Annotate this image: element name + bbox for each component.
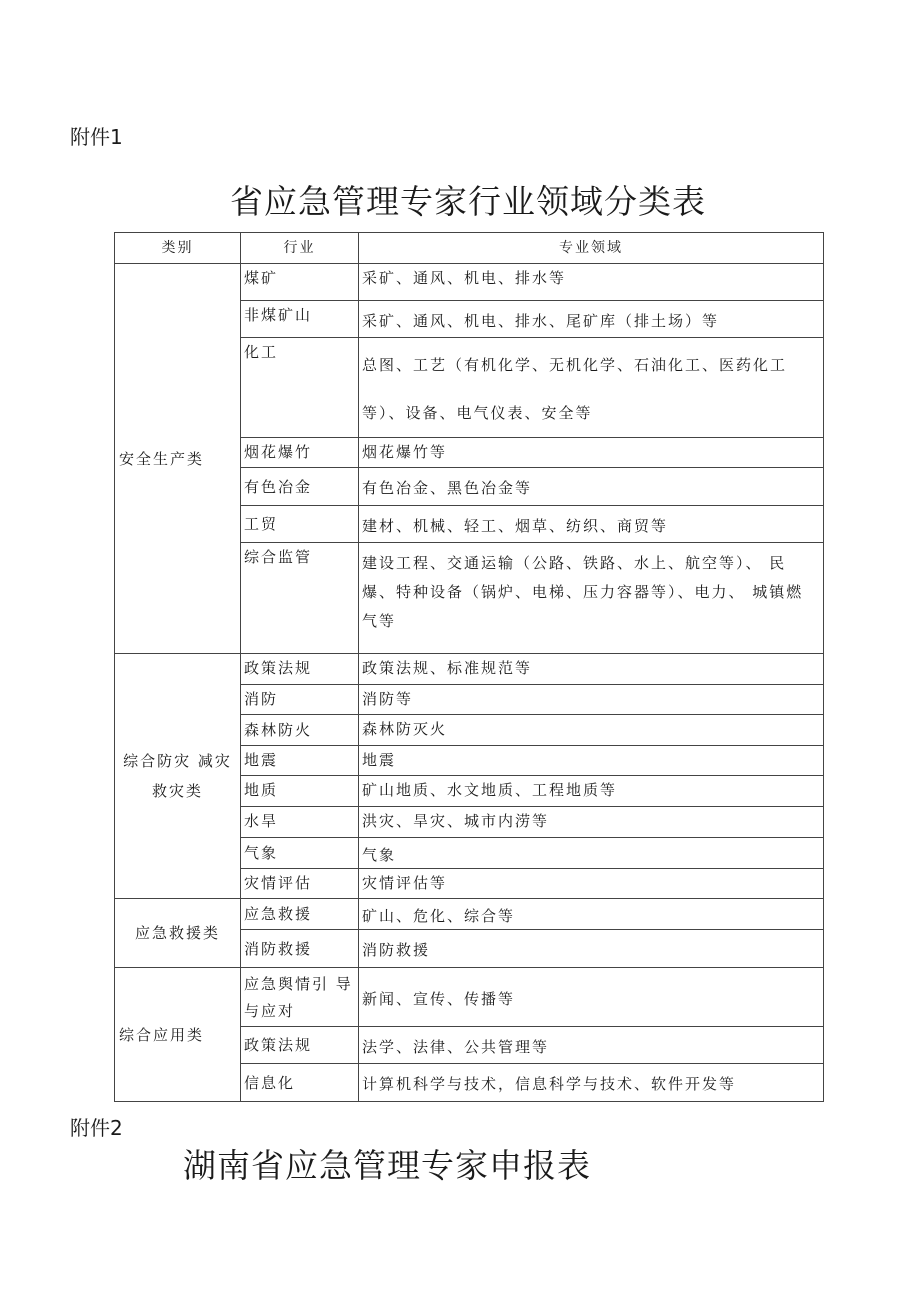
field-cell: 消防等 — [359, 685, 824, 715]
industry-cell: 水旱 — [241, 807, 359, 838]
application-form-title: 湖南省应急管理专家申报表 — [183, 1146, 591, 1185]
table-header-row — [115, 233, 824, 264]
field-cell: 法学、法律、公共管理等 — [359, 1027, 824, 1064]
industry-cell: 非煤矿山 — [241, 301, 359, 338]
table-row — [115, 654, 824, 685]
field-cell: 烟花爆竹等 — [359, 438, 824, 468]
classification-table-title: 省应急管理专家行业领域分类表 — [230, 182, 706, 221]
industry-cell: 工贸 — [241, 506, 359, 543]
industry-cell: 地震 — [241, 746, 359, 776]
industry-cell: 信息化 — [241, 1064, 359, 1102]
field-cell: 新闻、宣传、传播等 — [359, 968, 824, 1027]
field-cell: 采矿、通风、机电、排水等 — [359, 264, 824, 301]
industry-cell: 气象 — [241, 838, 359, 869]
industry-cell: 政策法规 — [241, 1027, 359, 1064]
header-field: 专业领域 — [359, 233, 824, 264]
industry-cell: 化工 — [241, 338, 359, 438]
industry-cell: 地质 — [241, 776, 359, 807]
classification-table — [114, 232, 824, 1102]
field-cell: 有色冶金、黑色冶金等 — [359, 468, 824, 506]
header-category: 类别 — [115, 233, 241, 264]
attachment-label-1: 附件1 — [70, 125, 123, 149]
field-cell: 建材、机械、轻工、烟草、纺织、商贸等 — [359, 506, 824, 543]
field-cell: 计算机科学与技术，信息科学与技术、软件开发等 — [359, 1064, 824, 1102]
category-cell: 综合应用类 — [115, 968, 241, 1102]
field-cell: 地震 — [359, 746, 824, 776]
table-row — [115, 264, 824, 301]
field-cell: 森林防灭火 — [359, 715, 824, 746]
industry-cell: 应急舆情引 导与应对 — [241, 968, 359, 1027]
field-cell: 矿山地质、水文地质、工程地质等 — [359, 776, 824, 807]
field-cell: 矿山、危化、综合等 — [359, 899, 824, 930]
table-row — [115, 968, 824, 1027]
category-cell: 安全生产类 — [115, 264, 241, 654]
industry-cell: 森林防火 — [241, 715, 359, 746]
field-cell: 灾情评估等 — [359, 869, 824, 899]
header-industry: 行业 — [241, 233, 359, 264]
table-row — [115, 899, 824, 930]
field-cell: 建设工程、交通运输（公路、铁路、水上、航空等）、 民爆、特种设备（锅炉、电梯、压力容器等）、电力、 城镇燃气等 — [359, 543, 824, 654]
field-cell: 气象 — [359, 838, 824, 869]
field-cell: 采矿、通风、机电、排水、尾矿库（排土场）等 — [359, 301, 824, 338]
category-cell: 综合防灾 减灾救灾类 — [115, 654, 241, 899]
industry-cell: 消防救援 — [241, 930, 359, 968]
industry-cell: 综合监管 — [241, 543, 359, 654]
industry-cell: 应急救援 — [241, 899, 359, 930]
industry-cell: 煤矿 — [241, 264, 359, 301]
industry-cell: 烟花爆竹 — [241, 438, 359, 468]
field-cell: 洪灾、旱灾、城市内涝等 — [359, 807, 824, 838]
industry-cell: 灾情评估 — [241, 869, 359, 899]
attachment-label-2: 附件2 — [70, 1116, 123, 1140]
field-cell: 政策法规、标准规范等 — [359, 654, 824, 685]
industry-cell: 消防 — [241, 685, 359, 715]
category-cell: 应急救援类 — [115, 899, 241, 968]
industry-cell: 政策法规 — [241, 654, 359, 685]
industry-cell: 有色冶金 — [241, 468, 359, 506]
field-cell: 消防救援 — [359, 930, 824, 968]
field-cell: 总图、工艺（有机化学、无机化学、石油化工、医药化工等）、设备、电气仪表、安全等 — [359, 338, 824, 438]
